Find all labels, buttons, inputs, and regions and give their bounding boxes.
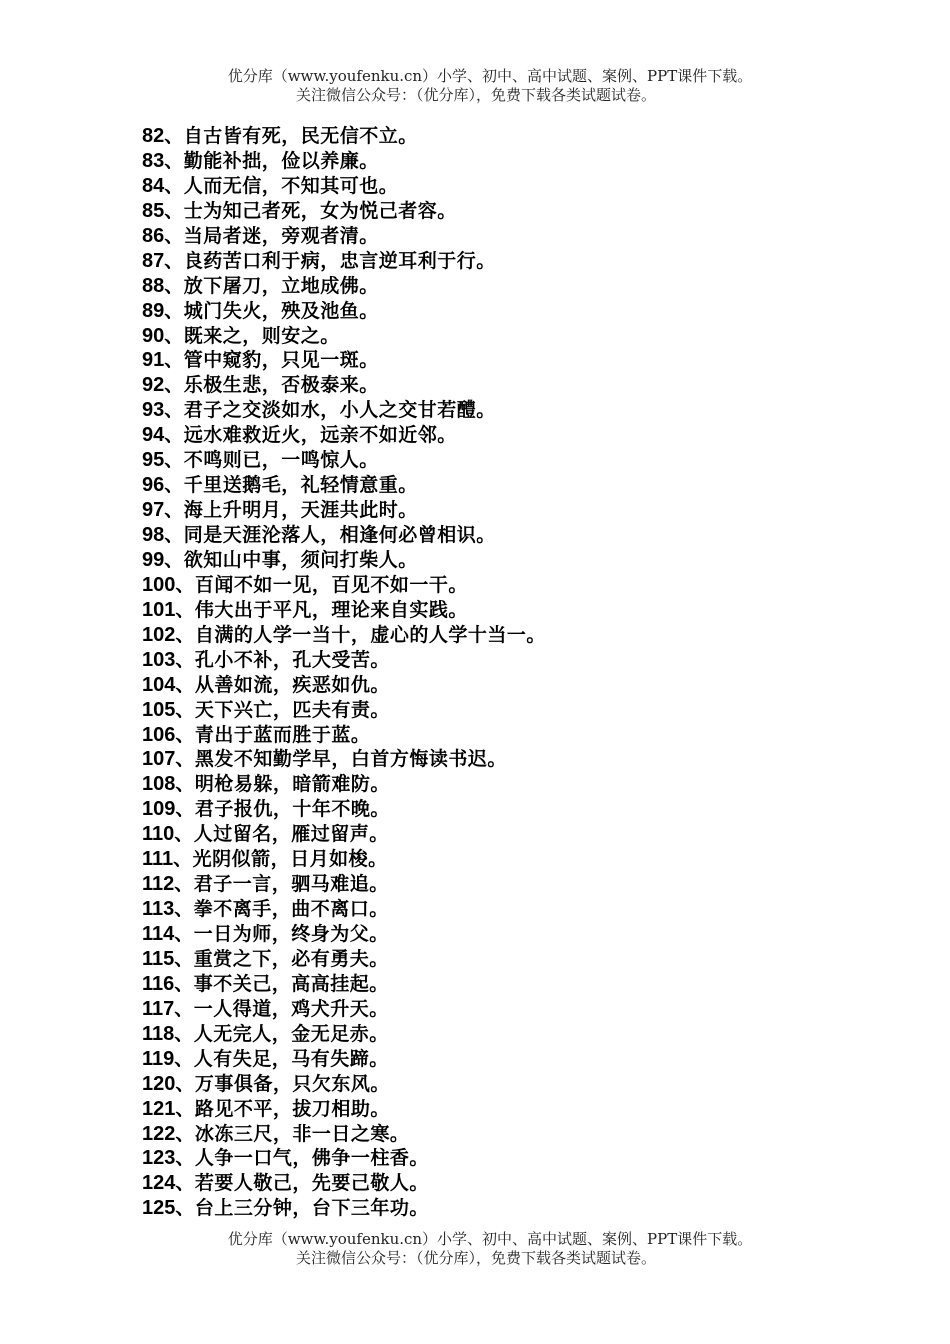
proverb-text: 、君子报仇，十年不晚。 <box>175 798 390 821</box>
list-item <box>142 971 902 996</box>
proverb-number: 124 <box>142 1172 176 1195</box>
list-item <box>142 1071 902 1096</box>
proverb-number: 125 <box>142 1197 176 1220</box>
proverb-text: 、海上升明月，天涯共此时。 <box>164 499 418 522</box>
proverb-number: 95 <box>142 449 165 472</box>
list-item <box>142 522 902 547</box>
proverb-number: 83 <box>142 149 165 172</box>
proverb-text: 、伟大出于平凡，理论来自实践。 <box>175 598 468 621</box>
list-item <box>142 697 902 722</box>
list-item <box>142 223 902 248</box>
proverb-number: 119 <box>142 1047 175 1070</box>
proverb-number: 122 <box>142 1122 176 1145</box>
proverb-number: 120 <box>142 1072 176 1095</box>
proverb-text: 、既来之，则安之。 <box>164 324 340 347</box>
proverb-text: 、乐极生悲，否极泰来。 <box>164 374 379 397</box>
list-item <box>142 572 902 597</box>
list-item <box>142 996 902 1021</box>
proverb-number: 89 <box>142 299 165 322</box>
proverb-number: 117 <box>142 997 175 1020</box>
proverb-number: 100 <box>142 573 176 596</box>
proverb-text: 、光阴似箭，日月如梭。 <box>173 848 388 871</box>
proverb-text: 、人无完人，金无足赤。 <box>174 1022 389 1045</box>
list-item <box>142 622 902 647</box>
proverb-text: 、勤能补拙，俭以养廉。 <box>164 149 379 172</box>
proverb-text: 、万事俱备，只欠东风。 <box>175 1072 390 1095</box>
proverb-text: 、千里送鹅毛，礼轻情意重。 <box>164 474 418 497</box>
list-item <box>142 672 902 697</box>
proverb-number: 116 <box>142 972 175 995</box>
proverb-number: 87 <box>142 249 165 272</box>
proverb-text: 、君子之交淡如水，小人之交甘若醴。 <box>164 399 496 422</box>
proverb-text: 、自满的人学一当十，虚心的人学十当一。 <box>175 623 546 646</box>
page-footer <box>0 1230 950 1268</box>
list-item <box>142 372 902 397</box>
list-item <box>142 946 902 971</box>
proverb-text: 、一日为师，终身为父。 <box>174 923 389 945</box>
list-item <box>142 796 902 821</box>
proverb-number: 90 <box>142 324 165 347</box>
proverb-text: 、若要人敬己，先要己敬人。 <box>175 1172 429 1195</box>
proverb-number: 105 <box>142 698 176 721</box>
proverb-number: 113 <box>142 898 175 921</box>
proverb-number: 82 <box>142 125 165 147</box>
proverb-number: 121 <box>142 1097 176 1120</box>
list-item <box>142 547 902 572</box>
proverb-text: 、良药苦口利于病，忠言逆耳利于行。 <box>164 249 496 272</box>
proverb-number: 112 <box>142 873 175 896</box>
list-item <box>142 1021 902 1046</box>
proverb-text: 、路见不平，拔刀相助。 <box>175 1097 390 1120</box>
proverb-text: 、同是天涯沦落人，相逢何必曾相识。 <box>164 524 496 546</box>
proverb-text: 、人争一口气，佛争一柱香。 <box>175 1147 429 1170</box>
list-item <box>142 921 902 946</box>
list-item <box>142 347 902 372</box>
list-item <box>142 821 902 846</box>
list-item <box>142 397 902 422</box>
proverb-text: 、冰冻三尺，非一日之寒。 <box>175 1122 410 1145</box>
proverb-text: 、一人得道，鸡犬升天。 <box>174 997 389 1020</box>
proverb-number: 106 <box>142 723 176 746</box>
proverb-number: 96 <box>142 474 165 497</box>
proverb-number: 84 <box>142 174 165 197</box>
list-item <box>142 123 902 148</box>
list-item <box>142 1046 902 1071</box>
proverb-text: 、放下屠刀，立地成佛。 <box>164 274 379 297</box>
proverb-number: 92 <box>142 374 165 397</box>
proverb-text: 、城门失火，殃及池鱼。 <box>164 299 379 322</box>
list-item <box>142 1121 902 1146</box>
list-item <box>142 1145 902 1170</box>
proverb-number: 103 <box>142 648 176 671</box>
list-item <box>142 148 902 173</box>
list-item <box>142 472 902 497</box>
proverb-text: 、百闻不如一见，百见不如一干。 <box>175 573 468 596</box>
proverb-text: 、天下兴亡，匹夫有责。 <box>175 698 390 721</box>
list-item <box>142 1170 902 1195</box>
proverb-number: 123 <box>142 1147 176 1170</box>
proverb-text: 、欲知山中事，须问打柴人。 <box>164 548 418 571</box>
header-wechat-line: 关注微信公众号：（优分库），免费下载各类试题试卷。 <box>295 86 656 104</box>
proverb-text: 、君子一言，驷马难追。 <box>174 873 389 896</box>
proverb-text: 、自古皆有死，民无信不立。 <box>164 125 418 147</box>
footer-wechat-line: 关注微信公众号：（优分库），免费下载各类试题试卷。 <box>295 1249 656 1267</box>
proverb-number: 97 <box>142 499 165 522</box>
proverb-number: 99 <box>142 548 165 571</box>
proverb-number: 101 <box>142 598 176 621</box>
list-item <box>142 422 902 447</box>
proverb-text: 、孔小不补，孔大受苦。 <box>175 648 390 671</box>
proverb-text: 、当局者迷，旁观者清。 <box>164 224 379 247</box>
proverb-text: 、管中窥豹，只见一斑。 <box>164 349 379 372</box>
proverb-text: 、青出于蓝而胜于蓝。 <box>175 723 371 746</box>
proverb-number: 104 <box>142 673 176 696</box>
proverb-text: 、拳不离手，曲不离口。 <box>174 898 389 921</box>
proverb-number: 94 <box>142 424 165 447</box>
proverb-number: 91 <box>142 349 165 372</box>
proverb-text: 、重赏之下，必有勇夫。 <box>174 947 389 970</box>
page-header <box>0 67 950 105</box>
list-item <box>142 497 902 522</box>
list-item <box>142 198 902 223</box>
proverb-number: 111 <box>142 848 174 871</box>
proverb-text: 、从善如流，疾恶如仇。 <box>175 673 390 696</box>
proverb-number: 114 <box>142 923 175 945</box>
list-item <box>142 1195 902 1220</box>
proverb-number: 109 <box>142 798 176 821</box>
proverb-text: 、人有失足，马有失蹄。 <box>174 1047 389 1070</box>
footer-site-line: 优分库（www.youfenku.cn）小学、初中、高中试题、案例、PPT课件下载。 <box>227 1230 753 1248</box>
proverb-number: 102 <box>142 623 176 646</box>
list-item <box>142 173 902 198</box>
list-item <box>142 771 902 796</box>
proverb-number: 107 <box>142 748 176 771</box>
list-item <box>142 746 902 771</box>
proverb-text: 、黑发不知勤学早，白首方悔读书迟。 <box>175 748 507 771</box>
proverb-text: 、士为知己者死，女为悦己者容。 <box>164 199 457 222</box>
proverb-number: 85 <box>142 199 165 222</box>
proverb-text: 、人而无信，不知其可也。 <box>164 174 399 197</box>
list-item <box>142 273 902 298</box>
header-site-line: 优分库（www.youfenku.cn）小学、初中、高中试题、案例、PPT课件下载。 <box>227 67 753 85</box>
proverb-list <box>142 123 902 1220</box>
proverb-number: 86 <box>142 224 165 247</box>
proverb-text: 、人过留名，雁过留声。 <box>174 823 389 846</box>
list-item <box>142 871 902 896</box>
proverb-text: 、台上三分钟，台下三年功。 <box>175 1197 429 1220</box>
list-item <box>142 1096 902 1121</box>
list-item <box>142 248 902 273</box>
proverb-number: 108 <box>142 773 176 796</box>
list-item <box>142 597 902 622</box>
list-item <box>142 647 902 672</box>
proverb-number: 88 <box>142 274 165 297</box>
list-item <box>142 846 902 871</box>
proverb-number: 93 <box>142 399 165 422</box>
list-item <box>142 722 902 747</box>
proverb-text: 、不鸣则已，一鸣惊人。 <box>164 449 379 472</box>
proverb-text: 、事不关己，高高挂起。 <box>174 972 389 995</box>
list-item <box>142 298 902 323</box>
proverb-number: 98 <box>142 524 165 546</box>
proverb-text: 、明枪易躲，暗箭难防。 <box>175 773 390 796</box>
proverb-number: 110 <box>142 823 175 846</box>
proverb-text: 、远水难救近火，远亲不如近邻。 <box>164 424 457 447</box>
proverb-number: 115 <box>142 947 175 970</box>
list-item <box>142 896 902 921</box>
list-item <box>142 323 902 348</box>
list-item <box>142 447 902 472</box>
proverb-number: 118 <box>142 1022 175 1045</box>
